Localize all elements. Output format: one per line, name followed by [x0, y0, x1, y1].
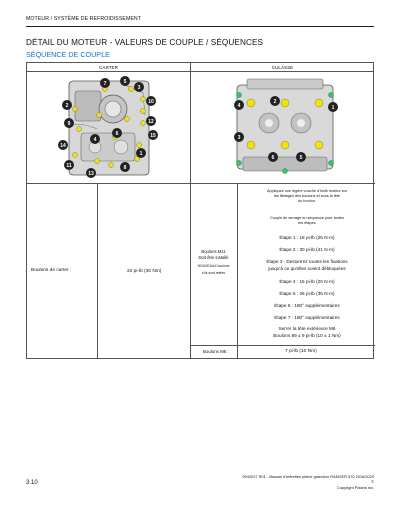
crankcase-bolt-4: 4 [93, 136, 97, 143]
oil-note-line-1: Appliquez une légère couche d'huile moteur sur [266, 189, 348, 193]
m11-new-bolts-note: NOUVEAUX boulons [197, 264, 230, 268]
crankcase-bolt-12: 12 [148, 118, 154, 125]
step-7: Étape 7 : 180° supplémentaires [274, 315, 340, 320]
crankcase-bolts-label: Boulons de carter : [31, 268, 72, 273]
step-2: Étape 2 : 30 pi-lb (41 N·m) [279, 247, 335, 252]
crankcase-bolt-3: 3 [137, 84, 141, 91]
crankcase-bolt-2: 2 [65, 102, 69, 109]
crankcase-bolts-torque: 22 pi-lb (30 Nm) [127, 269, 162, 274]
crankcase-label-divider [97, 183, 98, 359]
crankcase-bolt-6: 6 [115, 130, 119, 137]
crankcase-caption: CARTER [99, 64, 118, 70]
step-6: Étape 6 : 180° supplémentaires [274, 303, 340, 308]
m6-bolts-label: Boulons M6 : [203, 349, 229, 354]
m6-bolts-torque: 7 pi-lb (10 Nm) [285, 349, 317, 354]
cylinder-head-diagram [225, 75, 345, 181]
step-1: Étape 1 : 18 pi-lb (25 N·m) [279, 235, 335, 240]
head-bolt-3: 3 [237, 134, 241, 141]
caption-row-divider [27, 71, 374, 72]
section-header: MOTEUR / SYSTÈME DE REFROIDISSEMENT [26, 16, 142, 22]
footer-reference-line-1: 9942027 R01 - Manuel d'entretien pleine grandeur RANGER 570 2016/2020 © [242, 474, 374, 485]
crankcase-bolt-15: 15 [150, 132, 156, 139]
head-bolt-6: 6 [271, 154, 275, 161]
crankcase-bolt-5: 5 [123, 78, 127, 85]
footer-reference [240, 474, 374, 490]
sequence-note-line-2: les étapes [298, 221, 316, 225]
crankcase-bolt-9: 9 [67, 120, 71, 127]
step-5: Étape 5 : 26 pi-lb (35 N·m) [279, 291, 335, 296]
cylinder-head-caption: CULASSE [271, 64, 294, 70]
page-number: 3.10 [26, 480, 38, 486]
sequence-note-line-1: Couple de serrage en séquence pour toutes [269, 216, 345, 220]
head-bolt-5: 5 [299, 154, 303, 161]
m6-outer-bolts-line-1: Serrer la tête extérieure M6 [278, 326, 336, 331]
step-3-cont: jusqu'à ce qu'elles soient débloquées [268, 266, 346, 271]
oil-note-line-2: les filetages des boulons et sous la tête [273, 194, 341, 198]
crankcase-bolt-10: 10 [148, 98, 154, 105]
crankcase-diagram [55, 75, 165, 181]
head-label-divider [237, 183, 238, 359]
crankcase-image-divider [27, 183, 190, 184]
footer-reference-line-2: Copyright Polaris Inc. [337, 484, 374, 490]
step-3: Étape 3 : Desserrez toutes les fixations [266, 259, 348, 264]
crankcase-bolt-8: 8 [123, 164, 127, 171]
page-title: DÉTAIL DU MOTEUR - VALEURS DE COUPLE / SÉQUENCES [26, 38, 264, 47]
head-image-divider [190, 183, 375, 184]
oil-note-line-3: du boulon. [298, 199, 316, 203]
step-4: Étape 4 : 15 pi-lb (20 N·m) [279, 279, 335, 284]
head-bolt-1: 1 [331, 104, 335, 111]
head-bolt-2: 2 [273, 98, 277, 105]
m11-label: Boulons M11 [201, 249, 226, 254]
page-subtitle: SÉQUENCE DE COUPLE [26, 50, 110, 59]
crankcase-bolt-14: 14 [60, 142, 66, 149]
crankcase-bolt-13: 13 [88, 170, 94, 177]
torque-table [26, 62, 374, 359]
crankcase-bolt-11: 11 [66, 162, 72, 169]
crankcase-bolt-1: 1 [139, 150, 143, 157]
crankcase-bolt-7: 7 [103, 80, 107, 87]
column-divider [190, 63, 191, 359]
m6-row-divider [190, 345, 375, 346]
m6-outer-bolts-line-2: Boulons 89 ± 9 pi-lb (10 ± 1 Nm) [273, 333, 341, 338]
m11-removed-note: s'ils sont retirés [201, 271, 226, 275]
m11-install-note: Doit être installé [198, 255, 229, 260]
header-divider [26, 26, 374, 27]
head-bolt-4: 4 [237, 102, 241, 109]
